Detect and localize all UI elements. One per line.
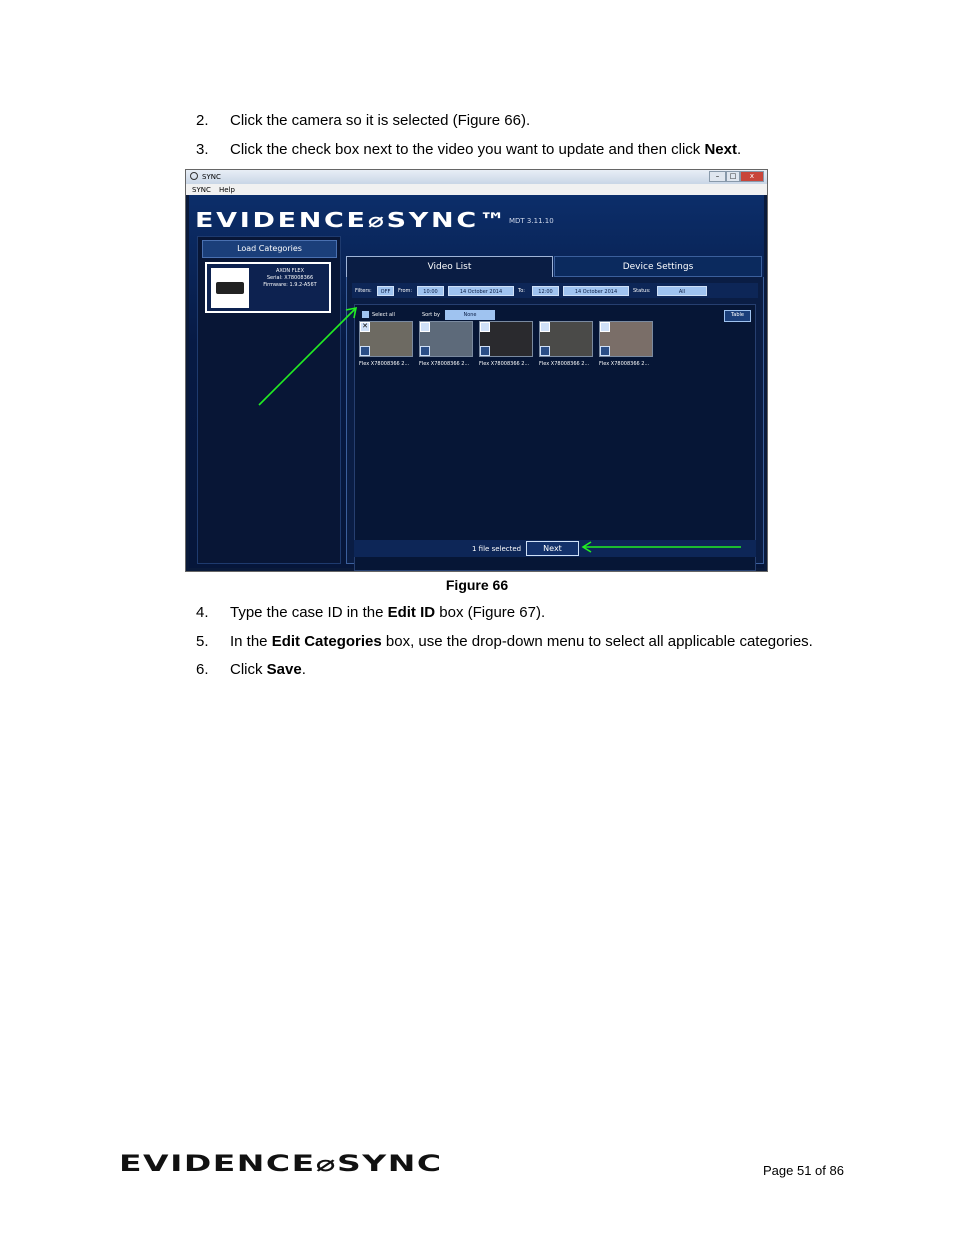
action-bar: [354, 540, 756, 557]
camera-info: [251, 268, 329, 289]
camera-serial: Serial: X78008366: [266, 275, 314, 281]
maximize-button[interactable]: □: [726, 171, 740, 182]
table-view-button[interactable]: Table: [724, 310, 751, 322]
from-time-input[interactable]: 10:00: [417, 286, 444, 296]
step-text: Click: [230, 661, 267, 678]
edit-icon[interactable]: [600, 346, 610, 356]
filter-toggle[interactable]: OFF: [377, 286, 394, 296]
edit-icon[interactable]: [540, 346, 550, 356]
video-thumbnail-label: Flex X78008366 2...: [599, 361, 650, 367]
video-checkbox[interactable]: [420, 322, 430, 332]
step-bold: Edit Categories: [271, 633, 382, 650]
to-date-input[interactable]: 14 October 2014: [563, 286, 629, 296]
from-date-input[interactable]: 14 October 2014: [448, 286, 514, 296]
camera-name: AXON FLEX: [275, 268, 305, 274]
app-body: [189, 195, 764, 568]
selected-count: 1 file selected: [472, 545, 522, 553]
step-number: 3.: [196, 141, 209, 158]
window-title: SYNC: [202, 173, 221, 181]
video-thumbnail[interactable]: [539, 321, 593, 357]
to-time-input[interactable]: 12:00: [532, 286, 559, 296]
step-5: [196, 633, 813, 651]
step-text: Click the check box next to the video you want to update and then click: [230, 141, 705, 158]
load-categories-button[interactable]: Load Categories: [202, 240, 337, 258]
evidence-sync-logo: EVIDENCE⌀SYNC™: [195, 208, 509, 232]
device-panel: [197, 236, 341, 564]
select-all-label: Select all: [372, 312, 395, 318]
step-6: [196, 661, 306, 679]
step-text-end: box (Figure 67).: [435, 604, 546, 621]
video-checkbox[interactable]: [540, 322, 550, 332]
video-thumbnail[interactable]: [479, 321, 533, 357]
video-list: [354, 304, 756, 571]
video-thumbnail-label: Flex X78008366 2...: [539, 361, 590, 367]
camera-firmware: Firmware: 1.9.2-A56T: [263, 282, 317, 288]
step-bold: Save: [266, 661, 302, 678]
step-text: Type the case ID in the: [230, 604, 388, 621]
video-thumbnail[interactable]: [599, 321, 653, 357]
figure-caption: Figure 66: [445, 577, 509, 593]
to-label: To:: [518, 288, 525, 294]
camera-card[interactable]: [205, 262, 331, 313]
tab-video-list[interactable]: Video List: [346, 256, 553, 277]
minimize-button[interactable]: –: [709, 171, 726, 182]
edit-icon[interactable]: [420, 346, 430, 356]
step-number: 5.: [196, 633, 209, 650]
menu-bar: [186, 184, 767, 195]
sort-select[interactable]: None: [445, 310, 495, 320]
status-select[interactable]: All: [657, 286, 707, 296]
menu-help[interactable]: Help: [219, 186, 235, 194]
step-text: Click the camera so it is selected (Figure 66).: [230, 112, 531, 129]
step-bold: Next: [704, 141, 737, 158]
video-checkbox[interactable]: [480, 322, 490, 332]
video-thumbnail-label: Flex X78008366 2...: [419, 361, 470, 367]
footer-logo: EVIDENCE⌀SYNC: [119, 1152, 443, 1177]
edit-icon[interactable]: [480, 346, 490, 356]
page-number: Page 51 of 86: [763, 1163, 844, 1178]
filter-bar: [352, 283, 758, 298]
step-4: [196, 604, 545, 622]
status-label: Status:: [633, 288, 651, 294]
menu-sync[interactable]: SYNC: [192, 186, 211, 194]
edit-icon[interactable]: [360, 346, 370, 356]
sync-app-icon: [190, 172, 198, 180]
step-text-end: .: [301, 661, 306, 678]
next-button[interactable]: Next: [526, 541, 579, 556]
tab-device-settings[interactable]: Device Settings: [554, 256, 762, 277]
step-bold: Edit ID: [387, 604, 436, 621]
filters-label: Filters:: [355, 288, 372, 294]
video-thumbnail-label: Flex X78008366 2...: [479, 361, 530, 367]
checkbox-icon: [362, 311, 369, 318]
close-button[interactable]: x: [740, 171, 764, 182]
video-thumbnail[interactable]: [419, 321, 473, 357]
video-thumbnail-label: Flex X78008366 2...: [359, 361, 410, 367]
step-number: 6.: [196, 661, 209, 678]
step-number: 4.: [196, 604, 209, 621]
step-3: [196, 141, 741, 159]
step-text-end: box, use the drop-down menu to select all applicable categories.: [381, 633, 813, 650]
video-checkbox[interactable]: [600, 322, 610, 332]
step-text: In the: [230, 633, 272, 650]
step-number: 2.: [196, 112, 209, 129]
window-titlebar: [186, 170, 767, 184]
sort-label: Sort by: [422, 312, 440, 318]
step-2: [196, 112, 530, 130]
version-label: MDT 3.11.10: [509, 217, 554, 225]
step-text-end: .: [736, 141, 742, 158]
video-thumbnail[interactable]: [359, 321, 413, 357]
figure-66-screenshot: [185, 169, 768, 572]
select-all-checkbox[interactable]: [362, 311, 395, 318]
camera-image: [211, 268, 249, 308]
video-checkbox[interactable]: ✕: [360, 322, 370, 332]
from-label: From:: [398, 288, 413, 294]
video-list-panel: [346, 277, 764, 564]
